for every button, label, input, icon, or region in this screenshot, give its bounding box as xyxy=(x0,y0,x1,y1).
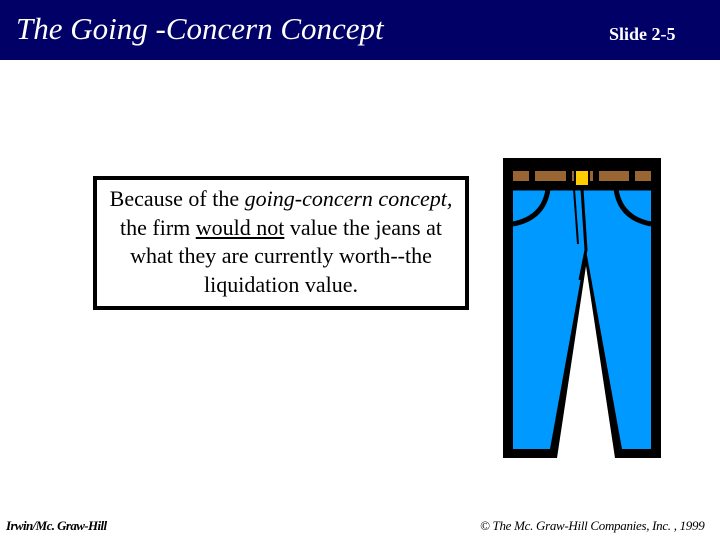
publisher-credit: Irwin/Mc. Graw-Hill xyxy=(6,518,107,533)
slide-number: Slide 2-5 xyxy=(609,24,676,44)
belt-loop xyxy=(566,169,572,188)
jeans-icon xyxy=(500,158,666,458)
belt-loop xyxy=(593,169,599,188)
text-part-3: the firm xyxy=(120,214,196,240)
text-part-1: Because of the xyxy=(109,186,245,211)
text-part-5: value the jeans at what they are currently worth--the liquidation value. xyxy=(130,214,442,297)
belt-loop xyxy=(629,169,635,188)
slide-title: The Going -Concern Concept xyxy=(16,11,384,46)
concept-text xyxy=(97,180,465,299)
text-would-not: would not xyxy=(195,214,285,240)
jeans-denim xyxy=(513,188,651,449)
belt-loop xyxy=(529,169,535,188)
belt-buckle xyxy=(575,170,589,186)
text-going-concern: going-concern concept, xyxy=(244,186,453,211)
copyright-notice: © The Mc. Graw-Hill Companies, Inc. , 1999 xyxy=(480,518,705,533)
title-bar xyxy=(0,0,720,60)
concept-text-box xyxy=(93,176,469,310)
